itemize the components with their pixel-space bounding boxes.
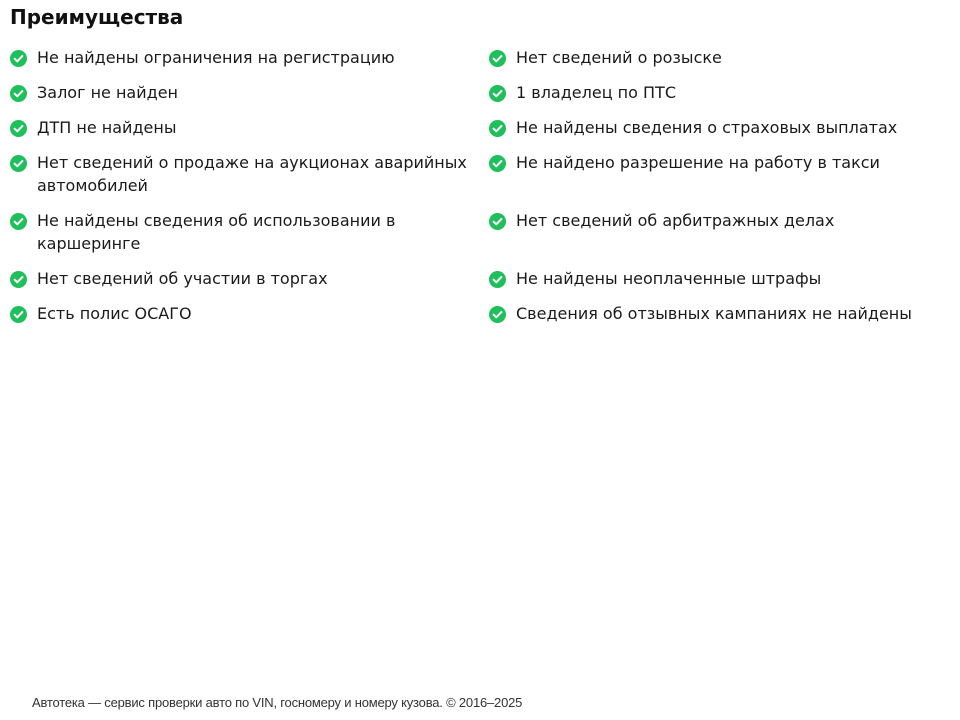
check-circle-icon: [10, 306, 27, 323]
advantage-item: [489, 151, 950, 209]
check-circle-icon: [10, 213, 27, 230]
advantage-item: [10, 209, 489, 267]
check-circle-icon: [10, 271, 27, 288]
advantages-list: [10, 46, 950, 337]
check-circle-icon: [489, 155, 506, 172]
advantage-item: [10, 116, 489, 151]
section-title: Преимущества: [10, 5, 184, 29]
check-circle-icon: [10, 120, 27, 137]
advantage-text: Нет сведений об участии в торгах: [37, 269, 328, 288]
advantage-item: [10, 46, 489, 81]
advantage-item: [489, 209, 950, 267]
check-circle-icon: [489, 85, 506, 102]
check-circle-icon: [489, 50, 506, 67]
check-circle-icon: [489, 306, 506, 323]
advantage-item: [489, 46, 950, 81]
advantage-text: Сведения об отзывных кампаниях не найдены: [516, 304, 912, 323]
advantage-text: Не найдены сведения о страховых выплатах: [516, 118, 898, 137]
advantage-item: [489, 116, 950, 151]
check-circle-icon: [10, 155, 27, 172]
check-circle-icon: [10, 85, 27, 102]
advantage-text: Залог не найден: [37, 83, 178, 102]
check-circle-icon: [10, 50, 27, 67]
advantage-text: Не найдены сведения об использовании в каршеринге: [37, 211, 396, 253]
advantage-text: Есть полис ОСАГО: [37, 304, 192, 323]
advantage-text: Не найдены неоплаченные штрафы: [516, 269, 822, 288]
advantage-item: [10, 267, 489, 302]
advantage-text: Не найдены ограничения на регистрацию: [37, 48, 395, 67]
advantage-item: [489, 267, 950, 302]
check-circle-icon: [489, 271, 506, 288]
footer-copyright: Автотека — сервис проверки авто по VIN, госномеру и номеру кузова. © 2016–2025: [32, 695, 523, 710]
advantage-text: Нет сведений об арбитражных делах: [516, 211, 835, 230]
check-circle-icon: [489, 213, 506, 230]
advantage-item: [10, 302, 489, 337]
advantage-item: [10, 151, 489, 209]
check-circle-icon: [489, 120, 506, 137]
advantage-item: [489, 81, 950, 116]
advantage-item: [489, 302, 950, 337]
advantage-text: Нет сведений о продаже на аукционах аварийных автомобилей: [37, 153, 467, 195]
advantage-text: 1 владелец по ПТС: [516, 83, 676, 102]
advantage-item: [10, 81, 489, 116]
advantage-text: Не найдено разрешение на работу в такси: [516, 153, 880, 172]
advantage-text: Нет сведений о розыске: [516, 48, 722, 67]
advantage-text: ДТП не найдены: [37, 118, 177, 137]
